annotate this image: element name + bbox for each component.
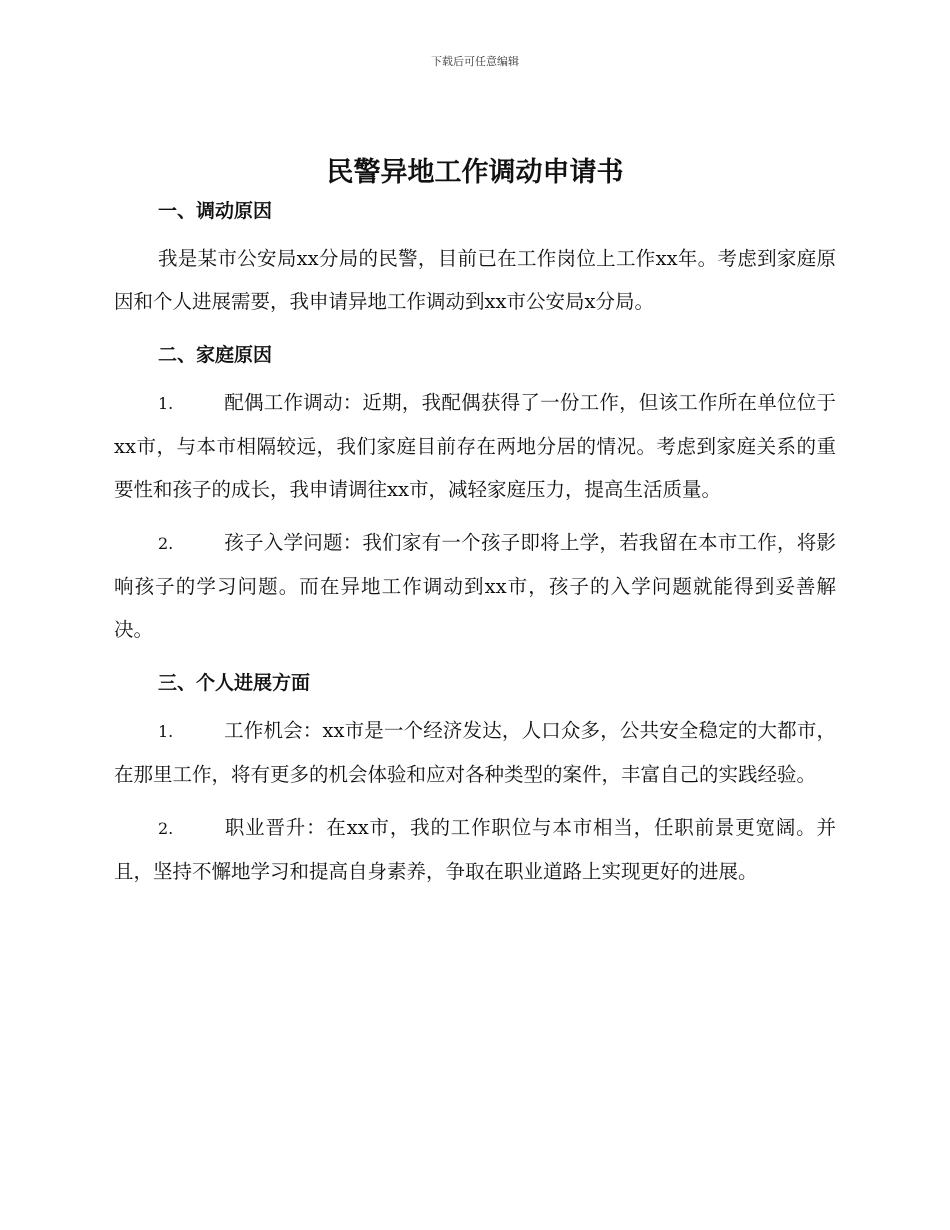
section-heading-transfer-reason: 一、调动原因 [158, 200, 273, 222]
section-heading-personal-development: 三、个人进展方面 [158, 672, 311, 694]
page-header-note: 下载后可任意编辑 [431, 55, 519, 68]
item-text: 工作机会：xx市是一个经济发达，人口众多，公共安全稳定的大都市，在那里工作，将有更多的机会体验和应对各种类型的案件，丰富自己的实践经验。 [114, 719, 836, 786]
item-number: 1. [158, 722, 174, 741]
item-text: 孩子入学问题：我们家有一个孩子即将上学，若我留在本市工作，将影响孩子的学习问题。而在异地工作调动到xx市，孩子的入学问题就能得到妥善解决。 [114, 531, 836, 641]
item-text: 职业晋升：在xx市，我的工作职位与本市相当，任职前景更宽阔。并且，坚持不懈地学习和提高自身素养，争取在职业道路上实现更好的进展。 [114, 816, 836, 883]
document-body [114, 195, 836, 893]
item-number: 1. [158, 394, 174, 413]
family-item-2 [114, 521, 836, 651]
document-title: 民警异地工作调动申请书 [326, 157, 624, 188]
family-item-1 [114, 381, 836, 511]
item-number: 2. [158, 534, 174, 553]
transfer-reason-paragraph: 我是某市公安局xx分局的民警，目前已在工作岗位上工作xx年。考虑到家庭原因和个人进展需要，我申请异地工作调动到xx市公安局x分局。 [114, 247, 836, 313]
personal-item-2 [114, 806, 836, 893]
section-heading-family-reason: 二、家庭原因 [158, 344, 273, 366]
item-text: 配偶工作调动：近期，我配偶获得了一份工作，但该工作所在单位位于xx市，与本市相隔较远，我们家庭目前存在两地分居的情况。考虑到家庭关系的重要性和孩子的成长，我申请调往xx市，减轻家庭压力，提高生活质量。 [114, 391, 836, 501]
personal-item-1 [114, 709, 836, 796]
item-number: 2. [158, 819, 174, 838]
